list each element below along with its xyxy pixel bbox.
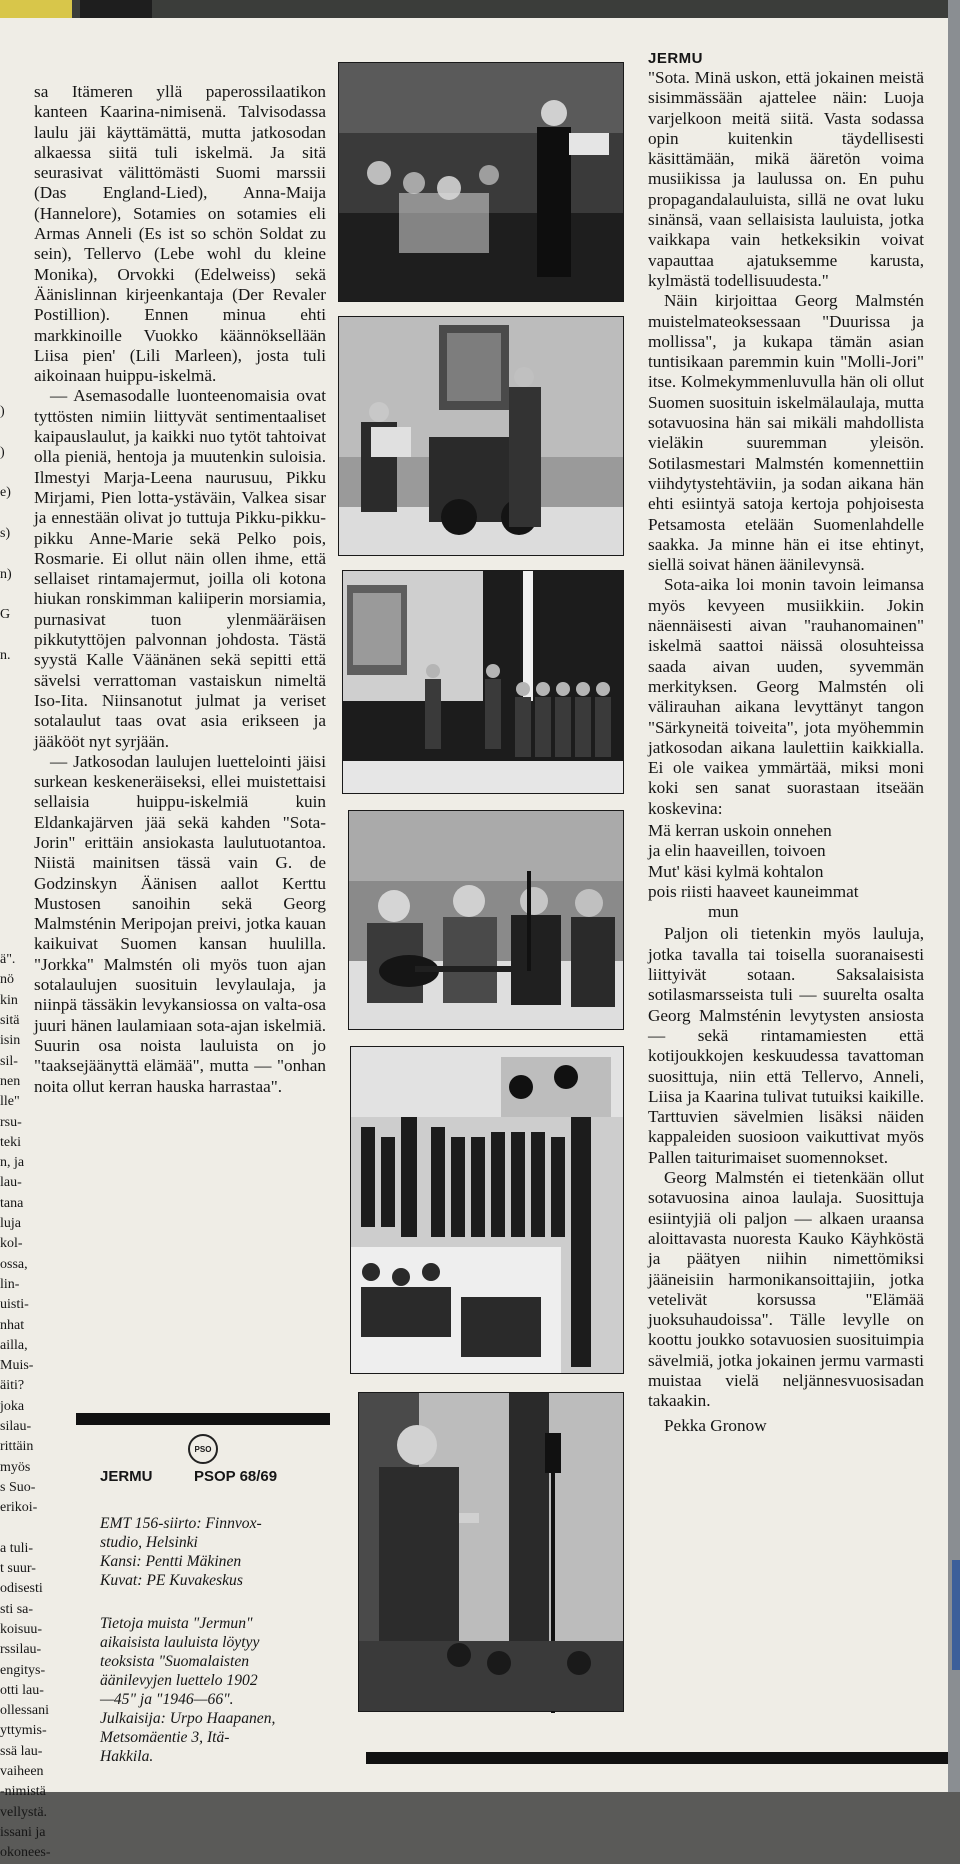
edge-fragment bbox=[0, 422, 30, 442]
edge-fragment: nö bbox=[0, 972, 14, 988]
edge-fragment bbox=[0, 869, 30, 889]
photo-guitar-soldiers bbox=[348, 810, 624, 1030]
edge-fragment: ) bbox=[0, 444, 5, 460]
edge-fragment: t suur- bbox=[0, 1561, 36, 1577]
edge-fragment: joka bbox=[0, 1398, 25, 1414]
col1-paragraph: sa Itämeren yllä paperossilaatikon kanteen Kaarina-nimisenä. Talvisodassa laulu jäi käyttämättä, mutta jatkosodan alkaessa siitä tuli iskelmä. Ja sitä seurasivat välittömästi Suomi marssii (Das England-Lied), Anna-Maija (Hannelore), Sotamies on sotamies eli Armas Anneli (Es ist so schön Soldat zu sein), Tellervo (Lebe wohl du kleine Monika), Orvokki (Edelweiss) sekä Äänislinnan kirjeenkantaja (Der Revaler Postillion). Ennen minua ehti markkinoille Vuokko käännöksellään Liisa pien' (Lili Marleen), josta tuli aikoinaan huippu-iskelmä. bbox=[34, 82, 326, 386]
edge-fragment bbox=[0, 727, 30, 747]
edge-fragment bbox=[0, 808, 30, 828]
edge-fragment: erikoi- bbox=[0, 1500, 38, 1516]
photo-singer-microphone bbox=[358, 1392, 624, 1712]
edge-fragment: vaiheen bbox=[0, 1764, 44, 1780]
edge-fragment: lle" bbox=[0, 1094, 20, 1110]
lyric-line: pois riisti haaveet kauneimmat bbox=[648, 881, 859, 901]
column-3 bbox=[648, 50, 924, 1436]
edge-fragment bbox=[0, 179, 30, 199]
author-signature: Pekka Gronow bbox=[664, 1415, 767, 1435]
edge-fragment: sitä bbox=[0, 1013, 20, 1029]
edge-fragment: n. bbox=[0, 647, 11, 663]
col3-paragraph: Näin kirjoittaa Georg Malmstén muistelmateoksessaan "Duurissa ja mollissa", ja kukapa tämän asian tuntisikaan paremmin kuin "Molli-Jori" itse. Kolmekymmenluvulla hän oli ollut Suomen suosituin iskelmälaulaja, mutta sotavuosina hän sai mikäli mahdollista vieläkin suuremman yleisön. Sotilasmestari Malmstén komennettiin viihdytystehtäviin, ja sodan aikana hän ehti esiintyä satoja kertoja pohjoisesta Petsamosta etelään Suomenlahdelle saakka. Ja minne hän ei itse ehtinyt, siellä soivat hänen äänilevynsä. bbox=[648, 291, 924, 575]
note-line: äänilevyjen luettelo 1902 bbox=[100, 1672, 258, 1689]
edge-fragment: ) bbox=[0, 404, 5, 420]
col1-paragraph: — Asemasodalle luonteenomaisia ovat tyttösten nimiin liittyvät sentimentaaliset kaipauslaulut, ja kaikki nuo tytöt tahtoivat olla pieniä, hentoja ja muutenkin suloisia. Ilmestyi Marja-Leena naurusuu, Pikku Mirjami, Pien lotta-ystäväin, Valkea sisar ja ennestään olivat jo tuttuja Pikku-pikku-pikku Anne-Marie sekä Pelko pois, Rosmarie. Ei ollut näin ollen ihme, että sellaiset rintamajermut, joilla oli kotona hiukan ronskimman kaliiperin morsiamia, purnasivat tuon ylenmääräisen pikkutyttöjen palvonnan johdosta. Tästä syystä Kalle Väänänen sekä sepitti että sävelsi verrattoman vastaiskun nimeltä Iso-Iita. Niinsanotut julmat ja veriset sotalaulut taas ovat asia erikseen ja jääkööt nyt syrjään. bbox=[34, 386, 326, 751]
edge-fragment: rittäin bbox=[0, 1439, 34, 1455]
credit-line: studio, Helsinki bbox=[100, 1534, 198, 1551]
photo-soldiers-banners bbox=[350, 1046, 624, 1374]
edge-fragment: engitys- bbox=[0, 1662, 46, 1678]
song-lyrics bbox=[648, 821, 924, 922]
edge-fragment bbox=[0, 362, 30, 382]
edge-fragment: isin bbox=[0, 1033, 21, 1049]
edge-fragment: yttymis- bbox=[0, 1723, 47, 1739]
edge-fragment bbox=[0, 849, 30, 869]
photo-orchestra-conductor bbox=[338, 62, 624, 302]
edge-fragment: kol- bbox=[0, 1236, 23, 1252]
edge-fragment bbox=[0, 382, 30, 402]
col3-paragraph: Sota-aika loi monin tavoin leimansa myös kevyeen musiikkiin. Jokin näennäisesti aivan "rauhanomainen" iskelmä saattoi näissä olosuhteissa saada aivan uuden, syvemmän merkityksen. Georg Malmstén oli välirauhan aikana levyttänyt tangon "Särkyneitä toiveita", jota myöhemmin jatkosodan aikana laulettiin kaikkialla. Ei ole vaikea ymmärtää, miksi moni koki sen sanat suorastaan itseään koskevina: bbox=[648, 575, 924, 818]
credit-line: EMT 156-siirto: Finnvox- bbox=[100, 1515, 262, 1532]
edge-fragment bbox=[0, 930, 30, 950]
credits-top-rule bbox=[76, 1413, 330, 1425]
edge-fragment bbox=[0, 219, 30, 239]
edge-fragment: nen bbox=[0, 1073, 21, 1089]
edge-fragment: n, ja bbox=[0, 1155, 25, 1171]
edge-fragment: okonees- bbox=[0, 1845, 51, 1861]
edge-fragment: -nimistä bbox=[0, 1784, 46, 1800]
edge-fragment: ssä lau- bbox=[0, 1743, 43, 1759]
edge-fragment: nhat bbox=[0, 1317, 25, 1333]
photo-choir-stage bbox=[342, 570, 624, 794]
note-line: aikaisista lauluista löytyy bbox=[100, 1634, 260, 1651]
note-line: Julkaisija: Urpo Haapanen, bbox=[100, 1710, 276, 1727]
edge-fragment: silau- bbox=[0, 1419, 32, 1434]
col1-paragraph: — Jatkosodan laulujen luettelointi jäisi surkean keskeneräiseksi, ellei muistettaisi sellaisia huippu-iskelmiä kuin Eldankajärven jää sekä kahden "Sota-Jorin" erittäin ansiokasta laulutuotantoa. Niistä mainitsen tässä vain G. de Godzinskyn Äänisen aallot Kerttu Mustosen sanoihin sekä Georg Malmsténin Meripojan preivi, jotka kauan kaikuivat Suomen kansan huulilla. "Jorkka" Malmstén oli myös tuon ajan sotalaulujen suosituin levylaulaja, ja niinpä tässäkin levykansiossa on valta-osa juuri hänen laulamiaan sota-ajan iskelmiä. Suurin osa noista lauluista on jo "taaksejäänyttä elämää", mutta — "onhan noita ollut kerran hauska harrastaa". bbox=[34, 751, 326, 1096]
edge-fragment: e) bbox=[0, 485, 11, 501]
edge-fragment: issani ja bbox=[0, 1824, 46, 1840]
lyric-line: Mut' käsi kylmä kohtalon bbox=[648, 861, 824, 881]
article-heading: JERMU bbox=[648, 50, 704, 67]
edge-fragment: ossa, bbox=[0, 1256, 28, 1272]
edge-fragment: rsu- bbox=[0, 1114, 22, 1130]
col3-paragraph: Georg Malmstén ei tietenkään ollut sotavuosina ainoa laulaja. Suosittuja esiintyjiä oli paljon — alkaen uraansa aloittavasta nuoresta Kauko Käyhköstä ja päätyen niihin nimettömiksi jääneisiin harmonikansoittajiin, jotka vetelivät korsussa "Elämää juoksuhaudoissa". Tälle levylle on koottu joukko sotavuosien suosituimpia sävelmiä, jotka jokainen jermu varmasti muistaa vielä neljännesvuosisadan takaakin. bbox=[648, 1168, 924, 1411]
edge-fragment bbox=[0, 463, 30, 483]
edge-fragment: sil- bbox=[0, 1053, 18, 1069]
edge-fragment: uisti- bbox=[0, 1297, 29, 1313]
edge-fragment: vellystä. bbox=[0, 1804, 48, 1820]
edge-fragment bbox=[0, 544, 30, 564]
edge-fragment bbox=[0, 686, 30, 706]
edge-fragment bbox=[0, 240, 30, 260]
edge-fragment bbox=[0, 341, 30, 361]
col3-paragraph: "Sota. Minä uskon, että jokainen meistä sisimmässään ajattelee näin: Luoja varjelkoon meitä siitä. Vasta sodassa opin kuitenkin täydellisesti käsittämään, mikä ääretön voima musiikissa ja laulussa on. En puhu propagandalauluista, sillä ne ovat luku sinänsä, vaan sellaisista lauluista, jotka vaikkapa vain hetkeksikin voivat vapauttaa ajatuksemme karusta, kylmästä todellisuudesta." bbox=[648, 68, 924, 290]
lyric-line: ja elin haaveillen, toivoen bbox=[648, 841, 826, 861]
blue-tab bbox=[952, 1560, 960, 1670]
edge-fragment: myös bbox=[0, 1459, 31, 1475]
edge-fragment bbox=[0, 889, 30, 909]
edge-fragment: ä". bbox=[0, 952, 16, 968]
catalog-title: JERMU bbox=[100, 1468, 153, 1485]
edge-fragment bbox=[0, 280, 30, 300]
edge-fragment: lau- bbox=[0, 1175, 22, 1191]
edge-fragment: koisuu- bbox=[0, 1621, 42, 1637]
column-1 bbox=[34, 82, 326, 1097]
edge-fragment: s) bbox=[0, 525, 11, 541]
credit-line: Kansi: Pentti Mäkinen bbox=[100, 1553, 242, 1570]
edge-fragment: s Suo- bbox=[0, 1479, 36, 1495]
edge-fragment bbox=[0, 138, 30, 158]
edge-fragment: teki bbox=[0, 1134, 21, 1150]
edge-fragment: Muis- bbox=[0, 1358, 34, 1374]
edge-fragment bbox=[0, 768, 30, 788]
edge-fragment: ollessani bbox=[0, 1703, 49, 1719]
edge-fragment: a tuli- bbox=[0, 1540, 34, 1556]
col3-paragraph: Paljon oli tietenkin myös lauluja, jotka tavalla tai toisella suoranaisesti liittyivät sotaan. Saksalaisista sotilasmarsseista tuli — suurelta osalta Georg Malmsténin levytysten ansiosta — sekä rintamamiesten että kotijoukkojen keskuudessa tavattoman suosittuja, niin että Tellervo, Anneli, Liisa ja Kaarina tulivat tutuiksi kaikille. Tarttuvien sävelmien lisäksi näiden kappaleiden suosioon vaikuttivat myös Pallen taiturimaiset suomennokset. bbox=[648, 924, 924, 1167]
edge-fragment: odisesti bbox=[0, 1581, 43, 1597]
left-edge-column bbox=[0, 118, 51, 1864]
edge-fragment bbox=[0, 788, 30, 808]
edge-fragment bbox=[0, 625, 30, 645]
edge-fragment bbox=[0, 301, 30, 321]
edge-fragment bbox=[0, 707, 30, 727]
catalog-line bbox=[100, 1468, 340, 1485]
edge-fragment bbox=[0, 747, 30, 767]
edge-fragment: sti sa- bbox=[0, 1601, 34, 1617]
note-line: —45" ja "1946—66". bbox=[100, 1691, 234, 1708]
edge-fragment: tana bbox=[0, 1195, 24, 1211]
edge-fragment: otti lau- bbox=[0, 1682, 44, 1698]
photo-accordion-stage bbox=[338, 316, 624, 556]
bottom-rule bbox=[366, 1752, 948, 1764]
page-edge bbox=[948, 0, 960, 1792]
edge-fragment: G bbox=[0, 607, 11, 623]
catalog-number: PSOP 68/69 bbox=[194, 1468, 278, 1485]
credit-line: Kuvat: PE Kuvakeskus bbox=[100, 1572, 243, 1589]
edge-fragment bbox=[0, 504, 30, 524]
note-line: Metsomäentie 3, Itä- bbox=[100, 1729, 230, 1746]
note-line: Hakkila. bbox=[100, 1748, 154, 1765]
pso-logo: PSO bbox=[188, 1434, 218, 1464]
note-line: teoksista "Suomalaisten bbox=[100, 1653, 250, 1670]
edge-fragment bbox=[0, 321, 30, 341]
edge-fragment: kin bbox=[0, 992, 18, 1008]
edge-fragment bbox=[0, 260, 30, 280]
lyric-line: mun bbox=[708, 902, 739, 922]
edge-fragment bbox=[0, 828, 30, 848]
edge-fragment bbox=[0, 199, 30, 219]
production-credits bbox=[100, 1514, 340, 1590]
edge-fragment bbox=[0, 910, 30, 930]
edge-fragment bbox=[0, 159, 30, 179]
edge-fragment bbox=[0, 1518, 30, 1538]
note-line: Tietoja muista "Jermun" bbox=[100, 1615, 253, 1632]
edge-fragment bbox=[0, 666, 30, 686]
edge-fragment bbox=[0, 585, 30, 605]
edge-fragment bbox=[0, 118, 30, 138]
edge-fragment: luja bbox=[0, 1216, 21, 1232]
reference-note bbox=[100, 1614, 340, 1766]
edge-fragment: n) bbox=[0, 566, 12, 582]
edge-fragment: rssilau- bbox=[0, 1642, 42, 1658]
edge-fragment: äiti? bbox=[0, 1378, 25, 1394]
edge-fragment: ailla, bbox=[0, 1337, 28, 1353]
lyric-line: Mä kerran uskoin onnehen bbox=[648, 820, 832, 840]
edge-fragment: lin- bbox=[0, 1276, 20, 1292]
